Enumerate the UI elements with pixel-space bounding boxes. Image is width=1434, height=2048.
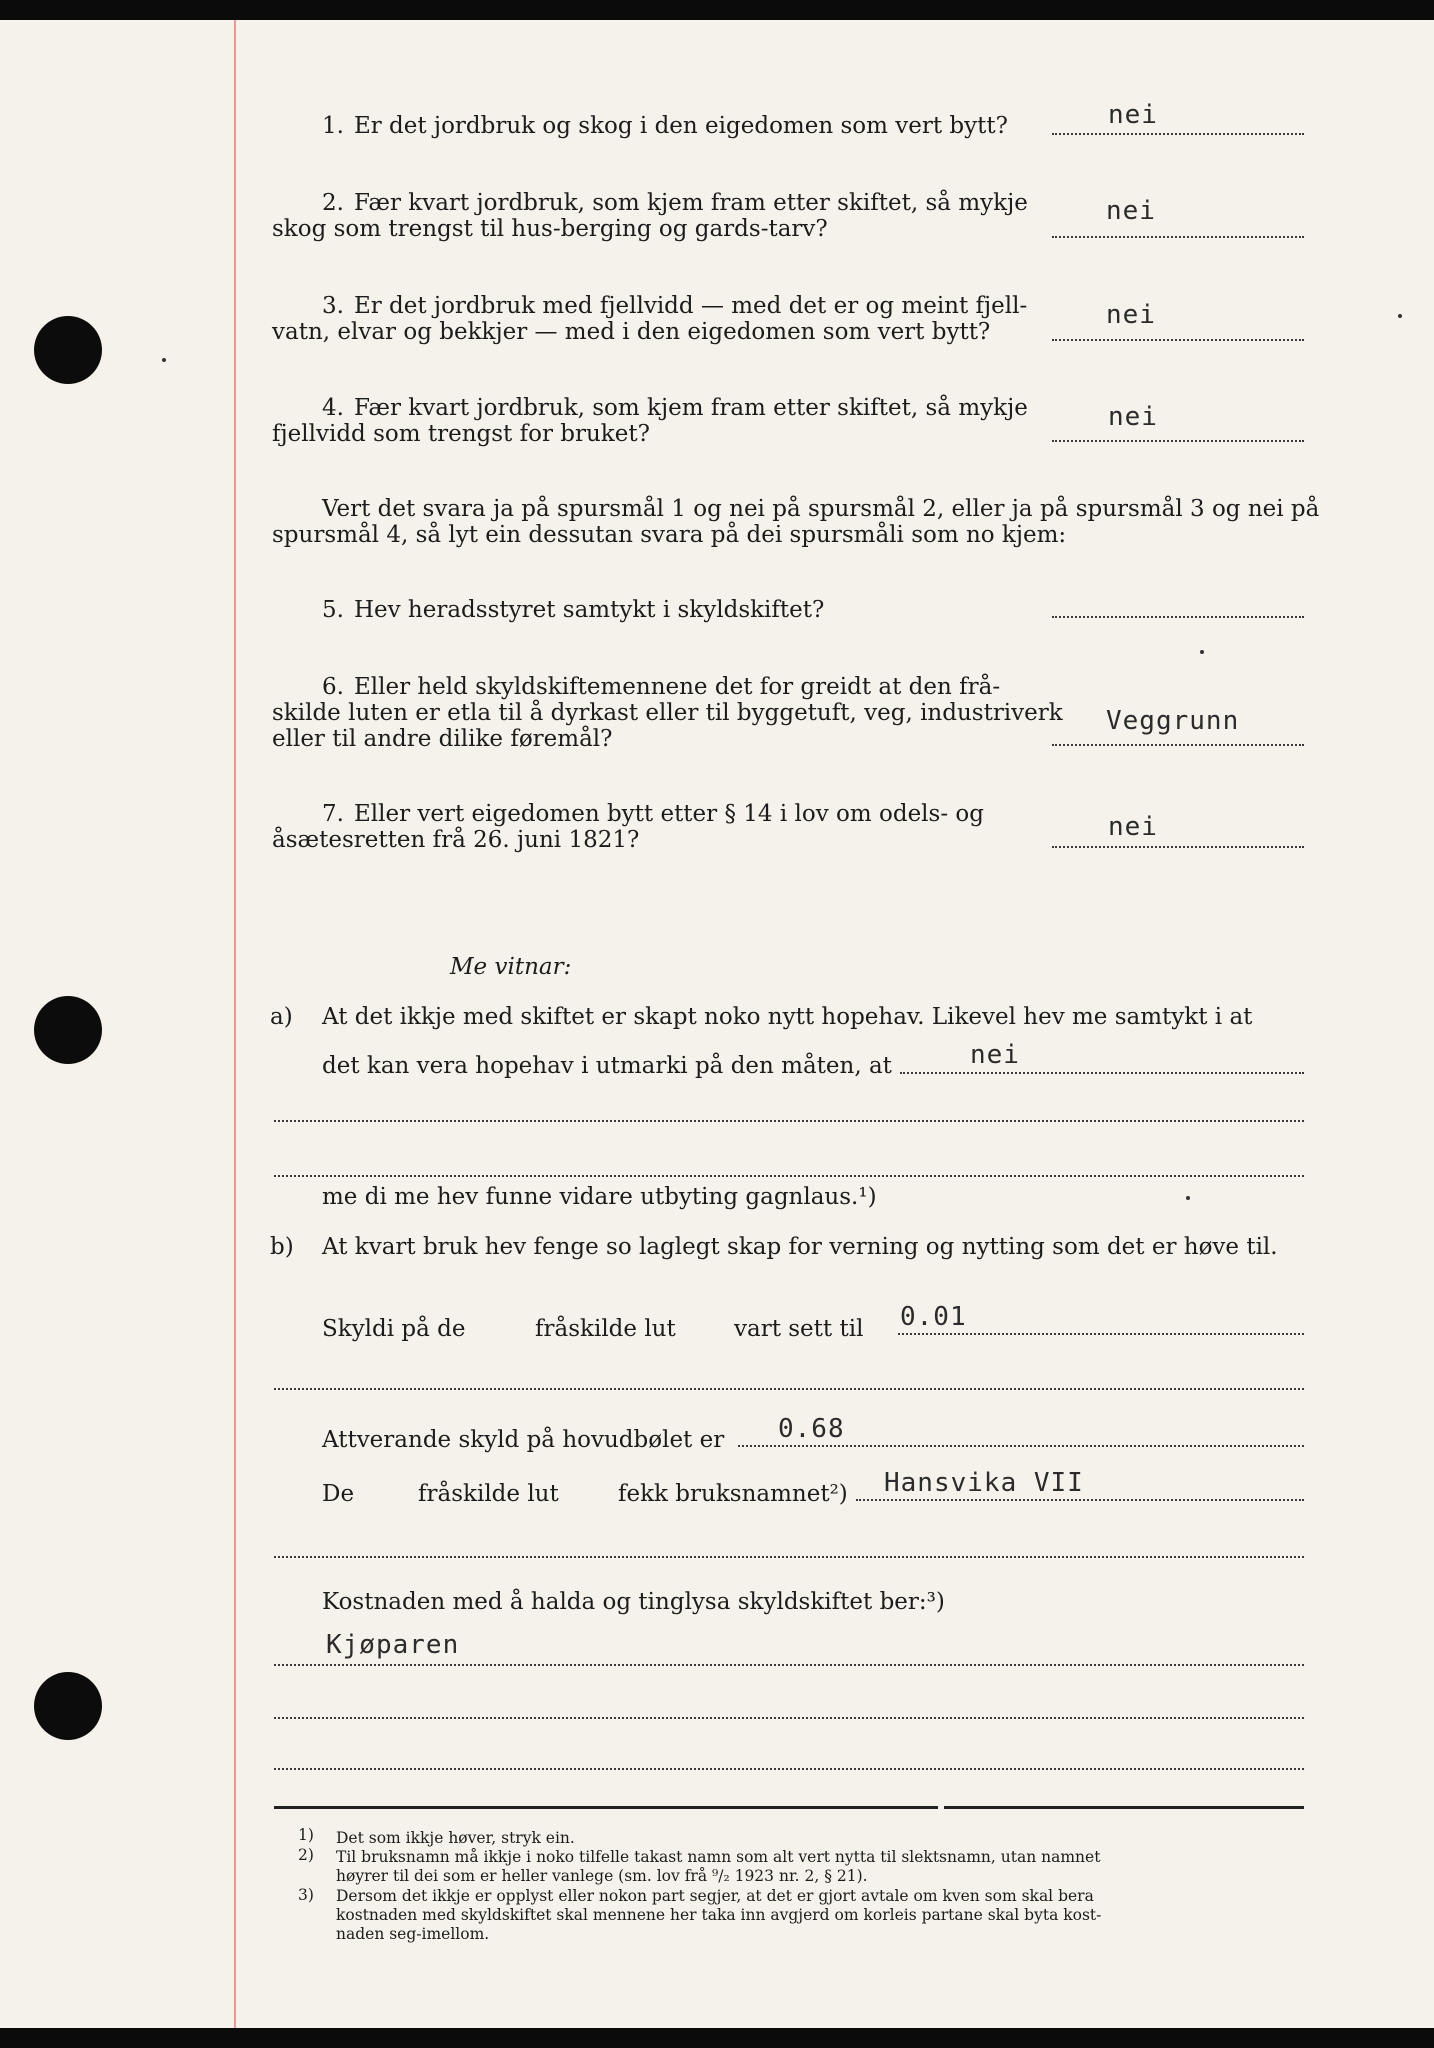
instruction-text: Vert det svara ja på spursmål 1 og nei på spursmål 2, eller ja på spursmål 3 og nei på <box>322 496 1320 522</box>
blank-line <box>274 1388 1304 1390</box>
footnote-text: Til bruksnamn må ikkje i noko tilfelle takast namn som alt vert nytta til slektsnamn, utan namnet <box>336 1848 1101 1866</box>
witness-heading: Me vitnar: <box>450 954 572 980</box>
question-text: åsætesretten frå 26. juni 1821? <box>272 827 640 853</box>
ink-mark <box>1186 1196 1190 1200</box>
question-text: skilde luten er etla til å dyrkast eller til byggetuft, veg, industriverk <box>272 700 1063 726</box>
question-text: Fær kvart jordbruk, som kjem fram etter skiftet, så mykje <box>353 395 1028 421</box>
ink-mark <box>1200 650 1204 654</box>
question-number: 4. <box>322 395 344 421</box>
skyld-label: Skyldi på de <box>322 1316 466 1342</box>
witness-a-text: At det ikkje med skiftet er skapt noko nytt hopehav. Likevel hev me samtykt i at <box>322 1004 1253 1030</box>
question-number: 3. <box>322 293 344 319</box>
question-number: 5. <box>322 597 344 623</box>
answer-7: nei <box>1108 812 1158 842</box>
question-4 <box>322 395 1028 421</box>
question-2 <box>322 190 1028 216</box>
answer-3: nei <box>1106 300 1156 330</box>
blank-line <box>274 1175 1304 1177</box>
bruksnamn-label: fråskilde lut <box>418 1481 559 1507</box>
question-text: fjellvidd som trengst for bruket? <box>272 421 650 447</box>
question-text: Eller held skyldskiftemennene det for greidt at den frå‑ <box>353 674 1001 700</box>
blank-line <box>274 1556 1304 1558</box>
answer-4: nei <box>1108 402 1158 432</box>
question-1 <box>322 113 1008 139</box>
answer-6: Veggrunn <box>1106 706 1240 736</box>
item-label-b: b) <box>270 1234 294 1260</box>
footnote-rule <box>944 1806 1304 1809</box>
question-6 <box>322 674 1000 700</box>
answer-line <box>900 1072 1304 1074</box>
answer-line <box>1052 616 1304 618</box>
footnote-text: høyrer til dei som er heller vanlege (sm. lov frå ⁹/₂ 1923 nr. 2, § 21). <box>336 1867 868 1885</box>
attverande-value: 0.68 <box>778 1414 845 1444</box>
footnote-mark: 2) <box>298 1846 314 1864</box>
punch-hole <box>34 996 102 1064</box>
question-number: 2. <box>322 190 344 216</box>
answer-line <box>856 1499 1304 1501</box>
skyld-label: fråskilde lut <box>535 1316 676 1342</box>
question-7 <box>322 801 984 827</box>
question-text: eller til andre dilike føremål? <box>272 726 613 752</box>
witness-a-text: me di me hev funne vidare utbyting gagnlaus.¹) <box>322 1184 877 1210</box>
bruksnamn-label: De <box>322 1481 355 1507</box>
answer-1: nei <box>1108 100 1158 130</box>
kostnad-label: Kostnaden med å halda og tinglysa skyldskiftet ber:³) <box>322 1589 945 1615</box>
blank-line <box>274 1664 1304 1666</box>
question-5 <box>322 597 824 623</box>
bruksnamn-label: fekk bruksnamnet²) <box>618 1481 848 1507</box>
question-text: Fær kvart jordbruk, som kjem fram etter skiftet, så mykje <box>353 190 1028 216</box>
witness-a-answer: nei <box>970 1040 1020 1070</box>
answer-line <box>1052 846 1304 848</box>
footnote-mark: 1) <box>298 1826 314 1844</box>
answer-line <box>1052 236 1304 238</box>
punch-hole <box>34 316 102 384</box>
question-number: 1. <box>322 113 344 139</box>
footnote-text: Dersom det ikkje er opplyst eller nokon part segjer, at det er gjort avtale om kven som skal bera <box>336 1887 1094 1905</box>
ink-mark <box>1398 314 1402 318</box>
answer-line <box>738 1445 1304 1447</box>
question-text: skog som trengst til hus‑berging og gards‑tarv? <box>272 216 828 242</box>
witness-b-text: At kvart bruk hev fenge so laglegt skap for verning og nytting som det er høve til. <box>322 1234 1278 1260</box>
answer-line <box>1052 440 1304 442</box>
blank-line <box>274 1717 1304 1719</box>
question-text: Er det jordbruk og skog i den eigedomen som vert bytt? <box>353 113 1008 139</box>
kostnad-value: Kjøparen <box>326 1630 460 1660</box>
footnote-rule <box>274 1806 938 1809</box>
footnote-text: naden seg‑imellom. <box>336 1925 490 1943</box>
question-3 <box>322 293 1027 319</box>
answer-line <box>898 1333 1304 1335</box>
punch-hole <box>34 1672 102 1740</box>
footnote-text: Det som ikkje høver, stryk ein. <box>336 1829 575 1847</box>
blank-line <box>274 1768 1304 1770</box>
answer-line <box>1052 339 1304 341</box>
question-text: Eller vert eigedomen bytt etter § 14 i lov om odels‑ og <box>353 801 984 827</box>
blank-line <box>274 1120 1304 1122</box>
question-number: 6. <box>322 674 344 700</box>
answer-line <box>1052 744 1304 746</box>
attverande-label: Attverande skyld på hovudbølet er <box>322 1427 725 1453</box>
footnote-text: kostnaden med skyldskiftet skal mennene her taka inn avgjerd om korleis partane skal byta kost‑ <box>336 1906 1102 1924</box>
footnote-mark: 3) <box>298 1886 314 1904</box>
answer-2: nei <box>1106 196 1156 226</box>
question-text: vatn, elvar og bekkjer — med i den eigedomen som vert bytt? <box>272 319 991 345</box>
question-text: Hev heradsstyret samtykt i skyldskiftet? <box>353 597 825 623</box>
instruction-text: spursmål 4, så lyt ein dessutan svara på dei spursmåli som no kjem: <box>272 522 1067 548</box>
witness-a-text: det kan vera hopehav i utmarki på den måten, at <box>322 1053 892 1079</box>
ink-mark <box>162 358 166 362</box>
question-text: Er det jordbruk med fjellvidd — med det er og meint fjell‑ <box>353 293 1028 319</box>
margin-line <box>234 20 236 2028</box>
skyld-value: 0.01 <box>900 1302 967 1332</box>
question-number: 7. <box>322 801 344 827</box>
bruksnamn-value: Hansvika VII <box>884 1468 1084 1498</box>
item-label-a: a) <box>270 1004 293 1030</box>
skyld-label: vart sett til <box>734 1316 864 1342</box>
answer-line <box>1052 133 1304 135</box>
